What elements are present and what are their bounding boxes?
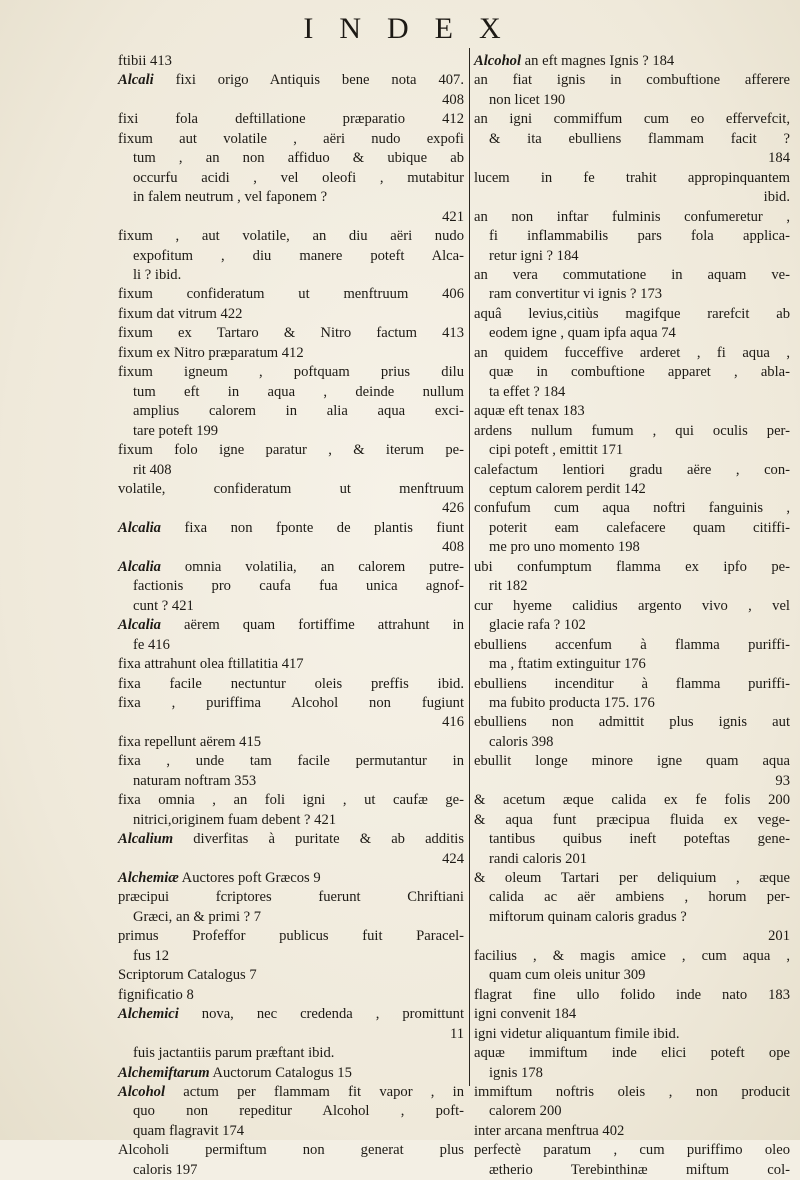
index-entry-text: an igni commiffum cum eo effervefcit, (474, 111, 790, 128)
index-entry-line (474, 811, 790, 830)
index-entry-text: fixum , aut volatile, an diu aëri nudo (118, 228, 464, 245)
index-entry-line (118, 324, 464, 343)
index-entry-text: an non inftar fulminis confumeretur , (474, 208, 790, 225)
index-entry-line (474, 869, 790, 888)
index-entry-line (474, 538, 790, 557)
index-entry-line (118, 1005, 464, 1024)
index-entry-text: fe 416 (133, 636, 170, 653)
index-entry-line (474, 675, 790, 694)
index-entry-line (474, 1005, 790, 1024)
index-entry-text: poterit eam calefacere quam citiffi- (489, 519, 790, 536)
index-entry-line (118, 733, 464, 752)
index-entry-line (474, 1083, 790, 1102)
index-entry-text: caloris 398 (489, 733, 554, 750)
index-entry-line (474, 285, 790, 304)
index-entry-line (118, 1083, 464, 1102)
index-entry-line (118, 694, 464, 713)
index-entry-line (118, 519, 464, 538)
index-entry-line (118, 966, 464, 985)
index-entry-text: immiftum noftris oleis , non producit (474, 1084, 790, 1101)
index-entry-line (118, 285, 464, 304)
index-entry-text: Auctores poft Græcos 9 (178, 870, 321, 887)
index-entry-text: tum eft in aqua , deinde nullum (133, 383, 464, 400)
index-entry-text: fus 12 (133, 947, 170, 964)
index-entry-line (118, 772, 464, 791)
index-entry-text: fixum folo igne paratur , & iterum pe- (118, 442, 464, 459)
index-entry-text: nitrici,originem fuam debent ? 421 (133, 811, 337, 828)
index-entry-text: flagrat fine ullo folido inde nato 183 (474, 986, 790, 1003)
index-entry-text: primus Profeffor publicus fuit Paracel- (118, 928, 464, 945)
index-entry-text: facilius , & magis amice , cum aqua , (474, 947, 790, 964)
index-entry-text: & aqua funt præcipua fluida ex vege- (474, 811, 790, 828)
index-entry-text: ignis 178 (489, 1064, 543, 1081)
index-entry-text: ætherio Terebinthinæ miftum col- (489, 1161, 790, 1178)
index-entry-text: me pro uno momento 198 (489, 539, 640, 556)
index-entry-line (474, 52, 790, 71)
index-entry-text: an vera commutatione in aquam ve- (474, 266, 790, 283)
index-entry-line (474, 208, 790, 227)
index-entry-text: 426 (442, 500, 464, 517)
index-entry-line (474, 247, 790, 266)
index-headword: Alcalia (118, 617, 161, 634)
index-entry-line (474, 149, 790, 168)
index-entry-text: & oleum Tartari per deliquium , æque (474, 870, 790, 887)
index-entry-line (474, 266, 790, 285)
index-entry-text: ardens nullum fumum , qui oculis per- (474, 422, 790, 439)
index-entry-line (118, 110, 464, 129)
index-headword: Alchemici (118, 1006, 179, 1023)
index-entry-line (118, 850, 464, 869)
index-entry-line (118, 1025, 464, 1044)
index-entry-text: retur igni ? 184 (489, 247, 579, 264)
index-entry-text: factionis pro caufa fua unica agnof- (133, 578, 464, 595)
index-entry-line (474, 1025, 790, 1044)
index-entry-text: expofitum , diu manere poteft Alca- (133, 247, 464, 264)
index-entry-line (118, 927, 464, 946)
index-entry-text: Auctorum Catalogus 15 (209, 1064, 352, 1081)
index-entry-line (474, 1141, 790, 1160)
index-entry-text: tum , an non affiduo & ubique ab (133, 150, 464, 167)
index-entry-text: 421 (442, 208, 464, 225)
index-entry-text: cipi poteft , emittit 171 (489, 442, 624, 459)
index-entry-line (118, 344, 464, 363)
index-entry-line (474, 655, 790, 674)
index-entry-text: ma , ftatim extinguitur 176 (489, 656, 646, 673)
index-headword: Alcalia (118, 519, 161, 536)
index-entry-line (474, 1161, 790, 1180)
index-entry-text: eodem igne , quam ipfa aqua 74 (489, 325, 676, 342)
index-entry-text: 201 (768, 928, 790, 945)
index-entry-text: Scriptorum Catalogus 7 (118, 967, 257, 984)
index-entry-text: nova, nec credenda , promittunt (178, 1006, 464, 1023)
index-entry-line (118, 791, 464, 810)
index-entry-line (118, 266, 464, 285)
index-entry-line (118, 752, 464, 771)
index-entry-line (474, 227, 790, 246)
index-entry-text: fixi origo Antiquis bene nota 407. (153, 72, 464, 89)
index-headword: Alcohol (474, 53, 522, 69)
index-entry-line (474, 499, 790, 518)
index-entry-line (118, 52, 464, 71)
index-entry-line (474, 71, 790, 90)
index-entry-line (474, 577, 790, 596)
index-entry-line (118, 363, 464, 382)
index-entry-line (474, 402, 790, 421)
index-entry-text: cur hyeme calidius argento vivo , vel (474, 597, 790, 614)
index-entry-line (118, 1044, 464, 1063)
index-entry-text: an fiat ignis in combuftione afferere (474, 72, 790, 89)
index-entry-line (474, 908, 790, 927)
index-entry-line (474, 791, 790, 810)
index-entry-text: fixa , unde tam facile permutantur in (118, 753, 464, 770)
index-entry-text: quam flagravit 174 (133, 1122, 245, 1139)
index-entry-text: 93 (775, 772, 790, 789)
index-entry-text: calefactum lentiori gradu aëre , con- (474, 461, 790, 478)
index-entry-line (474, 986, 790, 1005)
index-entry-text: & ita ebulliens flammam facit ? (489, 130, 790, 147)
index-entry-text: fuis jactantiis parum præftant ibid. (133, 1045, 335, 1062)
index-entry-text: naturam noftram 353 (133, 772, 257, 789)
index-entry-text: non licet 190 (489, 91, 566, 108)
index-entry-line (474, 188, 790, 207)
index-entry-text: 424 (442, 850, 464, 867)
index-entry-text: fixa repellunt aërem 415 (118, 733, 262, 750)
index-entry-line (118, 461, 464, 480)
index-entry-line (474, 830, 790, 849)
index-entry-line (118, 130, 464, 149)
index-entry-text: in falem neutrum , vel faponem ? (133, 189, 328, 206)
index-entry-text: miftorum quinam caloris gradus ? (489, 908, 687, 925)
index-entry-text: ebulliens non admittit plus ignis aut (474, 714, 790, 731)
index-entry-line (118, 888, 464, 907)
index-entry-line (118, 616, 464, 635)
index-entry-text: inter arcana menftrua 402 (474, 1122, 625, 1139)
index-entry-line (474, 130, 790, 149)
index-entry-line (474, 558, 790, 577)
index-entry-text: diverfitas à puritate & ab additis (173, 831, 464, 848)
index-entry-text: fixa facile nectuntur oleis preffis ibid. (118, 675, 464, 692)
index-entry-text: fixum confideratum ut menftruum 406 (118, 286, 464, 303)
index-entry-text: amplius calorem in alia aqua exci- (133, 403, 464, 420)
index-entry-line (474, 91, 790, 110)
index-entry-text: ram convertitur vi ignis ? 173 (489, 286, 663, 303)
index-entry-text: fixi fola deftillatione præparatio 412 (118, 111, 464, 128)
index-entry-line (118, 169, 464, 188)
index-entry-text: li ? ibid. (133, 266, 182, 283)
index-entry-line (118, 402, 464, 421)
index-entry-line (118, 597, 464, 616)
index-entry-text: igni convenit 184 (474, 1006, 577, 1023)
index-entry-line (118, 713, 464, 732)
index-entry-line (118, 538, 464, 557)
index-headword: Alcali (118, 72, 154, 89)
index-entry-text: fixum ex Tartaro & Nitro factum 413 (118, 325, 464, 342)
index-entry-line (474, 597, 790, 616)
index-entry-text: tantibus quibus ineft poteftas gene- (489, 831, 790, 848)
index-entry-line (474, 169, 790, 188)
index-column-right (474, 52, 790, 1180)
index-entry-line (474, 363, 790, 382)
index-entry-line (474, 383, 790, 402)
index-entry-line (474, 772, 790, 791)
index-entry-line (118, 908, 464, 927)
index-entry-line (474, 441, 790, 460)
index-entry-text: igni videtur aliquantum fimile ibid. (474, 1025, 680, 1042)
index-entry-line (118, 947, 464, 966)
index-entry-text: occurfu acidi , vel oleofi , mutabitur (133, 169, 464, 186)
index-entry-text: confufum cum aqua noftri fanguinis , (474, 500, 790, 517)
index-entry-text: actum per flammam fit vapor , in (165, 1084, 464, 1101)
index-entry-line (474, 422, 790, 441)
index-headword: Alcohol (118, 1084, 166, 1101)
page-title: INDEX (303, 12, 527, 45)
index-entry-text: ma fubito producta 175. 176 (489, 694, 655, 711)
index-entry-line (474, 713, 790, 732)
index-entry-text: rit 182 (489, 578, 528, 595)
index-entry-line (118, 247, 464, 266)
index-entry-text: 416 (442, 714, 464, 731)
index-entry-text: aquâ levius,citiùs magifque rarefcit ab (474, 305, 790, 322)
index-entry-text: Alcoholi permiftum non generat plus (118, 1142, 464, 1159)
index-entry-line (474, 927, 790, 946)
index-entry-text: ta effet ? 184 (489, 383, 566, 400)
index-entry-text: an quidem fucceffive arderet , fi aqua , (474, 344, 790, 361)
index-entry-text: fixum ex Nitro præparatum 412 (118, 344, 304, 361)
index-entry-line (118, 1161, 464, 1180)
index-entry-line (474, 752, 790, 771)
index-entry-text: randi caloris 201 (489, 850, 588, 867)
index-entry-text: fixum dat vitrum 422 (118, 305, 243, 322)
index-entry-text: quæ in combuftione apparet , abla- (489, 364, 790, 381)
index-entry-text: caloris 197 (133, 1161, 198, 1178)
index-entry-text: glacie rafa ? 102 (489, 617, 586, 634)
index-entry-text: fixum igneum , poftquam prius dilu (118, 364, 464, 381)
index-entry-text: 184 (768, 150, 790, 167)
index-entry-line (118, 499, 464, 518)
index-entry-line (474, 324, 790, 343)
index-entry-line (474, 850, 790, 869)
index-entry-text: ebullit longe minore igne quam aqua (474, 753, 790, 770)
index-entry-text: aërem quam fortiffime attrahunt in (160, 617, 464, 634)
index-entry-line (118, 188, 464, 207)
index-entry-text: calida ac aër ambiens , horum per- (489, 889, 790, 906)
index-entry-line (118, 441, 464, 460)
index-entry-line (118, 383, 464, 402)
index-entry-text: lucem in fe trahit appropinquantem (474, 169, 790, 186)
index-entry-line (118, 208, 464, 227)
index-entry-line (474, 1122, 790, 1141)
index-entry-text: 11 (449, 1025, 464, 1042)
index-entry-line (118, 675, 464, 694)
index-column-left (118, 52, 464, 1180)
index-headword: Alcalia (118, 558, 161, 575)
index-entry-text: perfectè paratum , cum puriffimo oleo (474, 1142, 790, 1159)
index-entry-line (474, 947, 790, 966)
index-entry-line (118, 149, 464, 168)
index-entry-text: fi inflammabilis pars fola applica- (489, 228, 790, 245)
index-entry-line (118, 830, 464, 849)
index-entry-text: aquæ immiftum inde elici poteft ope (474, 1045, 790, 1062)
index-entry-text: cunt ? 421 (133, 597, 194, 614)
index-entry-text: tare poteft 199 (133, 422, 219, 439)
index-entry-text: fixum aut volatile , aëri nudo expofi (118, 130, 464, 147)
index-entry-line (118, 1122, 464, 1141)
index-entry-text: volatile, confideratum ut menftruum (118, 480, 464, 497)
index-entry-line (474, 616, 790, 635)
index-entry-line (118, 1141, 464, 1160)
index-entry-line (474, 461, 790, 480)
index-entry-text: fixa attrahunt olea ftillatitia 417 (118, 656, 304, 673)
index-entry-text: fixa , puriffima Alcohol non fugiunt (118, 694, 464, 711)
index-entry-text: ceptum calorem perdit 142 (489, 480, 646, 497)
index-entry-line (474, 110, 790, 129)
index-entry-text: 408 (442, 539, 464, 556)
index-entry-text: fixa omnia , an foli igni , ut caufæ ge- (118, 792, 464, 809)
index-entry-line (474, 1044, 790, 1063)
index-entry-line (474, 519, 790, 538)
index-entry-text: an eft magnes Ignis ? 184 (521, 53, 675, 69)
index-headword: Alchemiæ (118, 870, 179, 887)
index-entry-line (474, 305, 790, 324)
index-entry-text: aquæ eft tenax 183 (474, 403, 585, 420)
index-entry-text: præcipui fcriptores fuerunt Chriftiani (118, 889, 464, 906)
index-entry-line (474, 1102, 790, 1121)
index-entry-text: ebulliens incenditur à flamma puriffi- (474, 675, 790, 692)
index-entry-text: fignificatio 8 (118, 986, 194, 1003)
index-entry-text: fixa non fponte de plantis fiunt (160, 519, 464, 536)
index-entry-text: quam cum oleis unitur 309 (489, 967, 646, 984)
index-entry-line (118, 558, 464, 577)
index-entry-line (118, 636, 464, 655)
index-entry-line (474, 888, 790, 907)
index-entry-text: ibid. (763, 189, 790, 206)
index-entry-line (474, 733, 790, 752)
index-entry-line (118, 480, 464, 499)
index-entry-line (474, 694, 790, 713)
index-entry-line (474, 966, 790, 985)
index-entry-text: 408 (442, 91, 464, 108)
column-divider (469, 48, 470, 1086)
index-entry-line (118, 655, 464, 674)
index-entry-line (118, 1064, 464, 1083)
index-entry-line (118, 986, 464, 1005)
index-entry-line (118, 577, 464, 596)
index-entry-line (118, 91, 464, 110)
index-headword: Alchemiftarum (118, 1064, 210, 1081)
index-entry-line (118, 71, 464, 90)
index-entry-text: calorem 200 (489, 1103, 562, 1120)
index-entry-text: ftibii 413 (118, 53, 172, 69)
index-entry-line (474, 480, 790, 499)
index-entry-line (118, 305, 464, 324)
index-entry-text: quo non repeditur Alcohol , poft- (133, 1103, 464, 1120)
index-entry-line (474, 344, 790, 363)
index-entry-line (118, 869, 464, 888)
index-entry-text: Græci, an & primi ? 7 (133, 908, 262, 925)
index-entry-text: rit 408 (133, 461, 172, 478)
index-entry-line (118, 422, 464, 441)
index-entry-line (474, 636, 790, 655)
index-entry-text: omnia volatilia, an calorem putre- (160, 558, 464, 575)
index-entry-line (474, 1064, 790, 1083)
index-entry-line (118, 811, 464, 830)
index-entry-line (118, 227, 464, 246)
index-entry-text: ebulliens accenfum à flamma puriffi- (474, 636, 790, 653)
index-entry-text: ubi confumptum flamma ex ipfo pe- (474, 558, 790, 575)
index-entry-text: & acetum æque calida ex fe folis 200 (474, 792, 790, 809)
index-entry-line (118, 1102, 464, 1121)
index-headword: Alcalium (118, 831, 174, 848)
